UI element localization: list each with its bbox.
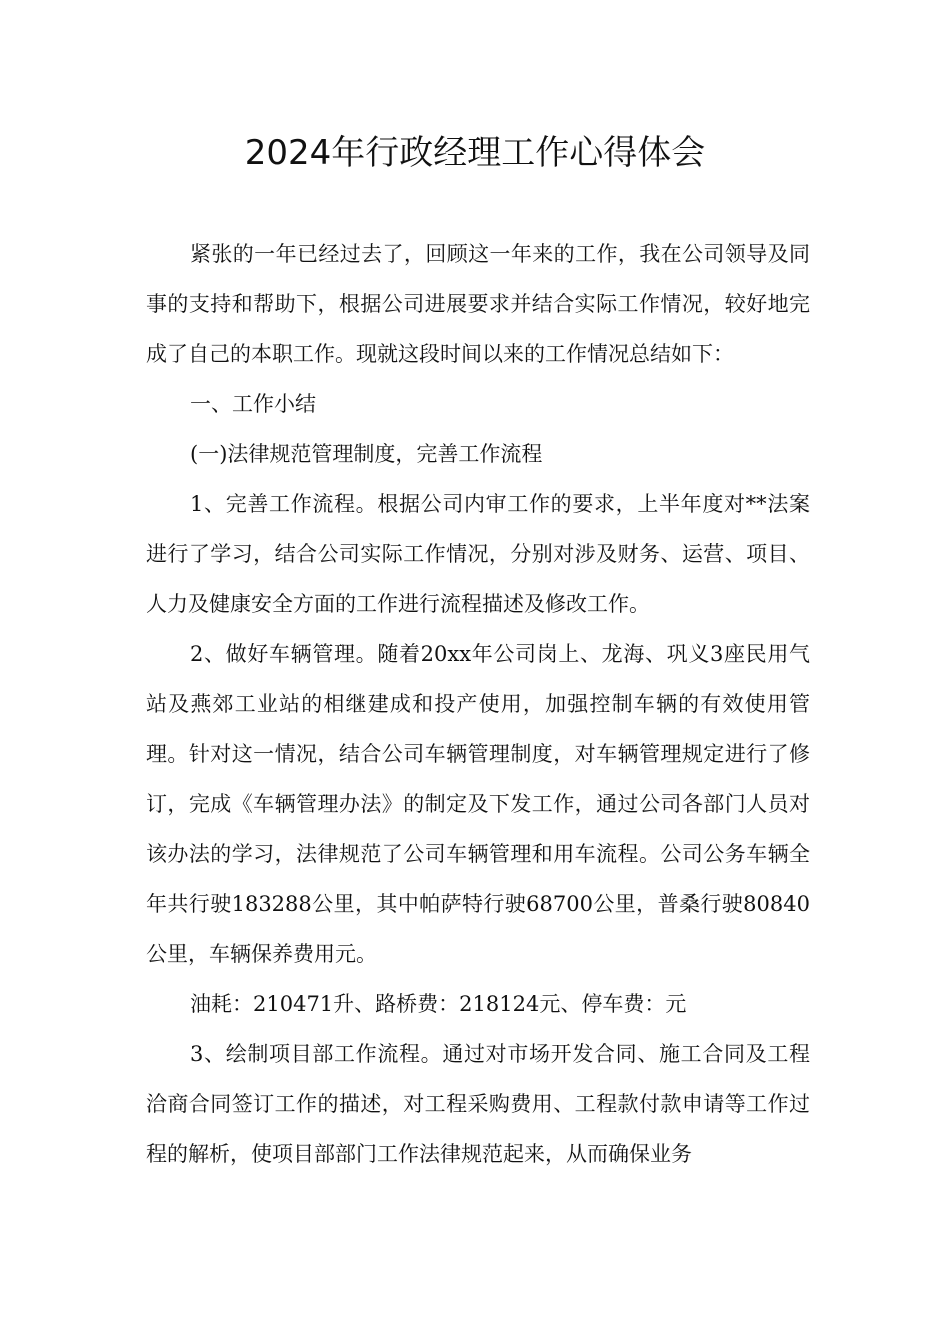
document-title: 2024年行政经理工作心得体会 [244,133,706,173]
subsection-heading: (一)法律规范管理制度，完善工作流程 [190,442,543,466]
paragraph-intro: 紧张的一年已经过去了，回顾这一年来的工作，我在公司领导及同事的支持和帮助下，根据公司进展要求并结合实际工作情况，较好地完成了自己的本职工作。现就这段时间以来的工作情况总结如下： [146,242,810,366]
paragraph-item-1: 1、完善工作流程。根据公司内审工作的要求，上半年度对**法案进行了学习，结合公司实际工作情况，分别对涉及财务、运营、项目、人力及健康安全方面的工作进行流程描述及修改工作。 [146,492,810,616]
paragraph-item-3: 3、绘制项目部工作流程。通过对市场开发合同、施工合同及工程洽商合同签订工作的描述，对工程采购费用、工程款付款申请等工作过程的解析，使项目部部门工作法律规范起来，从而确保业务 [146,1042,810,1166]
document-body [146,229,810,1179]
paragraph-fuel-costs: 油耗：210471升、路桥费：218124元、停车费：元 [190,992,687,1016]
paragraph-item-2: 2、做好车辆管理。随着20xx年公司岗上、龙海、巩义3座民用气站及燕郊工业站的相继建成和投产使用，加强控制车辆的有效使用管理。针对这一情况，结合公司车辆管理制度，对车辆管理规定进行了修订，完成《车辆管理办法》的制定及下发工作，通过公司各部门人员对该办法的学习，法律规范了公司车辆管理和用车流程。公司公务车辆全年共行驶183288公里，其中帕萨特行驶68700公里，普桑行驶80840公里，车辆保养费用元。 [146,642,810,966]
section-heading: 一、工作小结 [190,392,316,416]
